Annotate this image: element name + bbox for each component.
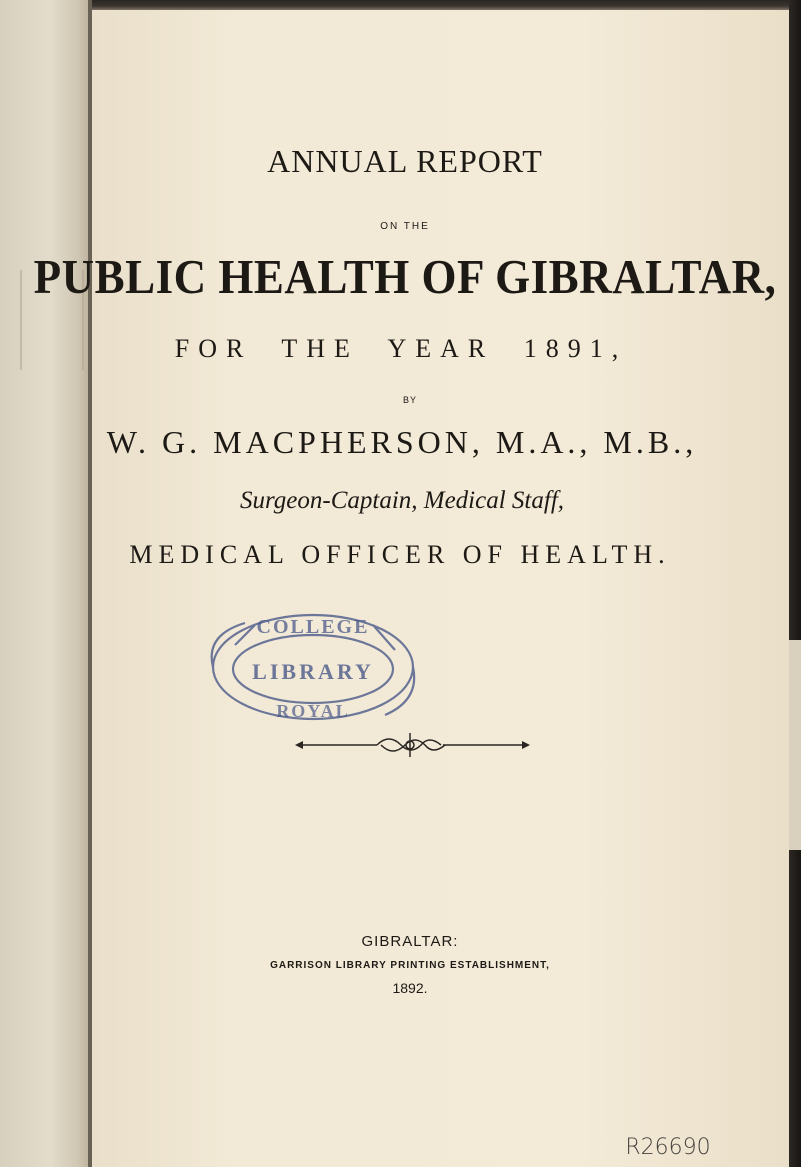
imprint-year: 1892. bbox=[392, 980, 428, 996]
title-page bbox=[92, 10, 789, 1167]
imprint-printer: GARRISON LIBRARY PRINTING ESTABLISHMENT, bbox=[270, 960, 550, 971]
author-rank: Surgeon-Captain, Medical Staff, bbox=[239, 487, 565, 514]
author-office: MEDICAL OFFICER OF HEALTH. bbox=[129, 540, 671, 569]
report-title: ANNUAL REPORT bbox=[267, 143, 543, 179]
stamp-text-middle: LIBRARY bbox=[252, 659, 374, 684]
top-shadow bbox=[92, 0, 801, 10]
left-page-edge bbox=[0, 0, 92, 1167]
report-period: FOR THE YEAR 1891, bbox=[174, 334, 628, 363]
title-connector: ON THE bbox=[380, 221, 430, 232]
report-subject: PUBLIC HEALTH OF GIBRALTAR, bbox=[33, 250, 777, 304]
by-line: BY bbox=[402, 395, 418, 405]
right-page-edge bbox=[789, 0, 801, 1167]
shelfmark: R26690 bbox=[625, 1135, 711, 1160]
stamp-text-top: COLLEGE bbox=[256, 616, 370, 638]
stamp-text-bottom: ROYAL bbox=[276, 701, 350, 721]
library-stamp-icon bbox=[195, 605, 535, 775]
author-name: W. G. MACPHERSON, M.A., M.B., bbox=[106, 424, 698, 460]
imprint-place: GIBRALTAR: bbox=[361, 933, 459, 950]
